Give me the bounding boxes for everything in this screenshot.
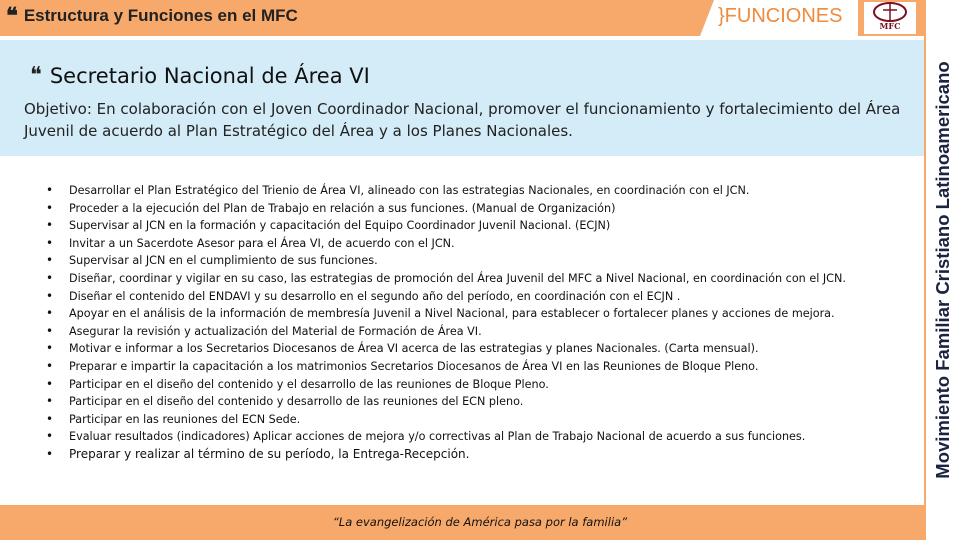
task-list xyxy=(0,182,846,464)
list-item: • Participar en el diseño del contenido y el desarrollo de las reuniones de Bloque Pleno. xyxy=(0,376,846,394)
list-item: • Apoyar en el análisis de la información de membresía Juvenil a Nivel Nacional, para establecer o fortalecer planes y acciones de mejora. xyxy=(0,305,846,323)
list-item: • Motivar e informar a los Secretarios Diocesanos de Área VI acerca de las estrategias y planes Nacionales. (Carta mensual). xyxy=(0,340,846,358)
list-item: • Supervisar al JCN en la formación y capacitación del Equipo Coordinador Juvenil Nacional. (ECJN) xyxy=(0,217,846,235)
sidebar-organization-name: Movimiento Familiar Cristiano Latinoamericano xyxy=(932,61,953,479)
list-item: • Supervisar al JCN en el cumplimiento de sus funciones. xyxy=(0,252,846,270)
objective-text: Objetivo: En colaboración con el Joven Coordinador Nacional, promover el funcionamiento y fortalecimiento del Área Juvenil de acuerdo al Plan Estratégico del Área y a los Planes Nacionales. xyxy=(24,100,901,140)
header-title: Estructura y Funciones en el MFC xyxy=(23,6,298,25)
list-item: • Participar en las reuniones del ECN Sede. xyxy=(0,411,846,429)
logo-text: MFC xyxy=(879,21,901,31)
list-item: • Participar en el diseño del contenido y desarrollo de las reuniones del ECN pleno. xyxy=(0,393,846,411)
list-item: • Asegurar la revisión y actualización del Material de Formación de Área VI. xyxy=(0,323,846,341)
list-item: • Proceder a la ejecución del Plan de Trabajo en relación a sus funciones. (Manual de Organización) xyxy=(0,200,846,218)
footer-quote: “La evangelización de América pasa por la familia” xyxy=(332,515,628,529)
list-item: • Preparar e impartir la capacitación a los matrimonios Secretarios Diocesanos de Área VI en las Reuniones de Bloque Pleno. xyxy=(0,358,846,376)
list-item: • Preparar y realizar al término de su período, la Entrega-Recepción. xyxy=(0,446,846,464)
list-item: • Diseñar, coordinar y vigilar en su caso, las estrategias de promoción del Área Juvenil del MFC a Nivel Nacional, en coordinación con el JCN. xyxy=(0,270,846,288)
list-item: • Desarrollar el Plan Estratégico del Trienio de Área VI, alineado con las estrategias Nacionales, en coordinación con el JCN. xyxy=(0,182,846,200)
quote-mark-icon: ❝ xyxy=(6,3,18,29)
section-tab-label: }FUNCIONES xyxy=(718,5,843,27)
section-heading-text: Secretario Nacional de Área VI xyxy=(49,64,370,88)
family-emblem-icon xyxy=(864,2,916,22)
list-item: • Diseñar el contenido del ENDAVI y su desarrollo en el segundo año del período, en coordinación con el ECJN . xyxy=(0,288,846,306)
header-title-group xyxy=(6,3,298,29)
quote-mark-icon: ❝ xyxy=(30,63,42,88)
list-item: • Evaluar resultados (indicadores) Aplicar acciones de mejora y/o correctivas al Plan de Trabajo Nacional de acuerdo a sus funciones. xyxy=(0,428,846,446)
section-heading xyxy=(30,64,370,88)
mfc-logo xyxy=(864,2,916,34)
list-item: • Invitar a un Sacerdote Asesor para el Área VI, de acuerdo con el JCN. xyxy=(0,235,846,253)
